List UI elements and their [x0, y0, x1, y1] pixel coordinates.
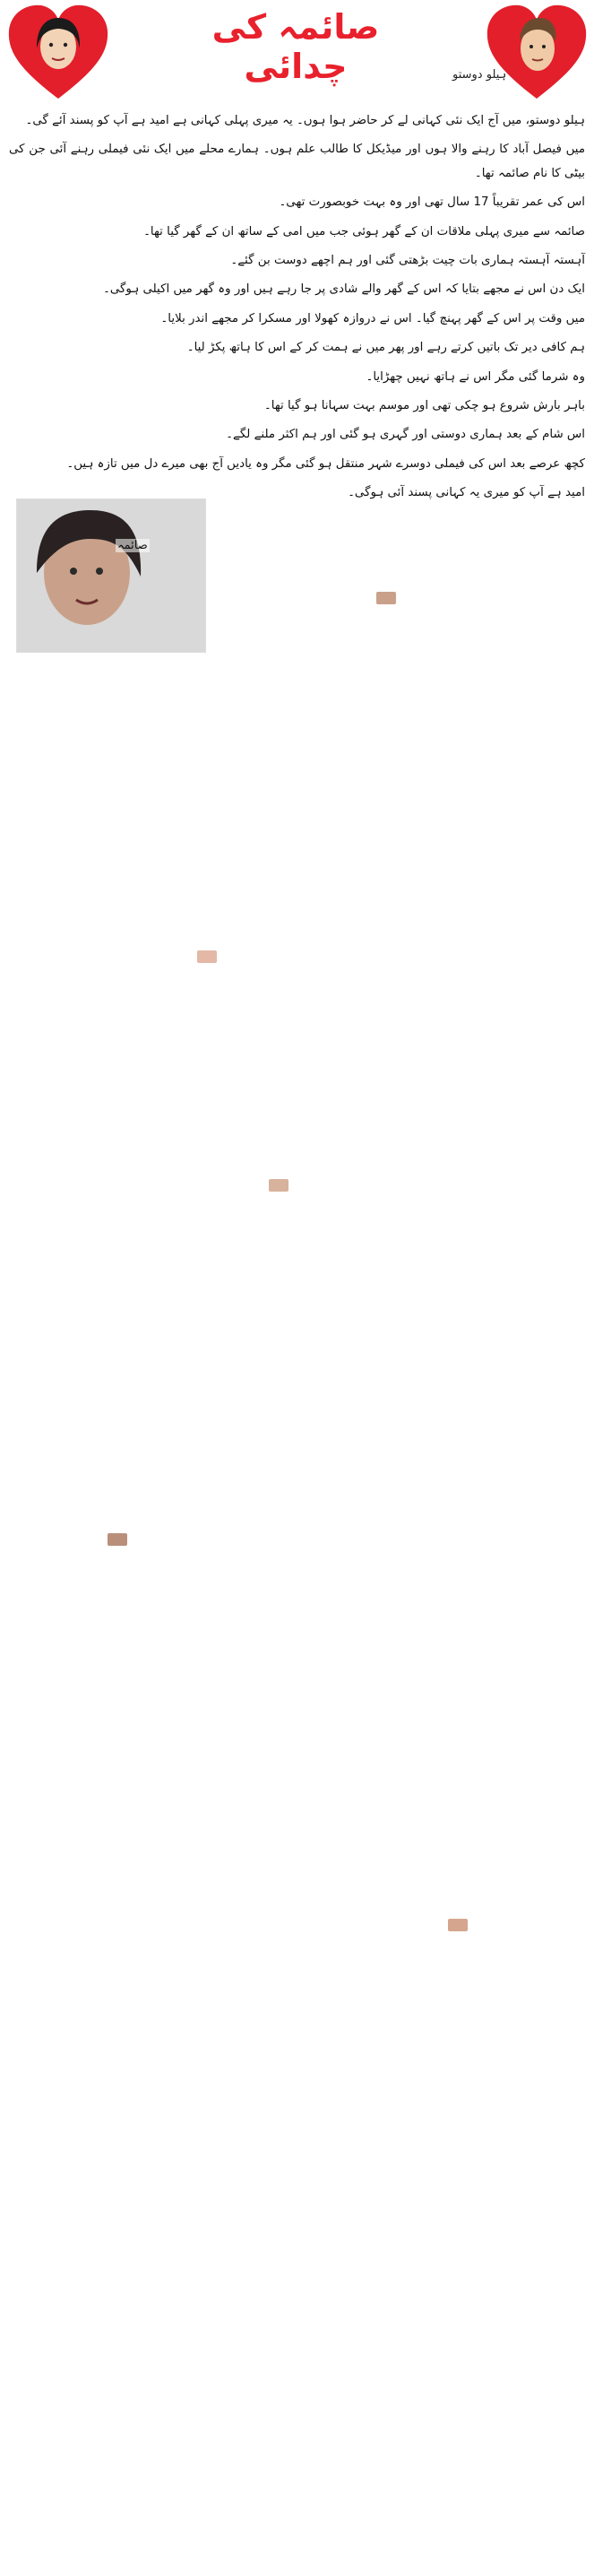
portrait-photo: [17, 499, 205, 652]
story-paragraph-1: ہیلو دوستو، میں آج ایک نئی کہانی لے کر حاضر ہوا ہوں۔ یہ میری پہلی کہانی ہے امید ہے آپ کو پسند آئے گی۔: [25, 114, 585, 127]
inline-thumb-1: [376, 592, 396, 604]
story-paragraph-2: میں فیصل آباد کا رہنے والا ہوں اور میڈیکل کا طالب علم ہوں۔ ہمارے محلے میں ایک نئی فیملی رہنے آئی جن کی بیٹی کا نام صائمہ تھا۔: [9, 143, 585, 180]
story-paragraph-3: اس کی عمر تقریباً 17 سال تھی اور وہ بہت خوبصورت تھی۔: [279, 195, 585, 210]
heart-man-portrait: [484, 2, 590, 102]
story-paragraph-8: ہم کافی دیر تک باتیں کرتے رہے اور پھر میں نے ہمت کر کے اس کا ہاتھ پکڑ لیا۔: [186, 341, 585, 355]
photo-caption: صائمہ: [117, 539, 148, 552]
story-header: [0, 0, 594, 106]
story-paragraph-12: کچھ عرصے بعد اس کی فیملی دوسرے شہر منتقل ہو گئی مگر وہ یادیں آج بھی میرے دل میں تازہ ہیں۔: [66, 456, 585, 471]
inline-thumb-3: [269, 1179, 288, 1192]
story-paragraph-9: وہ شرما گئی مگر اس نے ہاتھ نہیں چھڑایا۔: [366, 369, 585, 384]
story-title: صائمہ کی چدائی: [211, 7, 380, 86]
story-paragraph-5: آہستہ آہستہ ہماری بات چیت بڑھتی گئی اور ہم اچھے دوست بن گئے۔: [230, 254, 585, 268]
story-paragraph-6: ایک دن اس نے مجھے بتایا کہ اس کے گھر والے شادی پر جا رہے ہیں اور وہ گھر میں اکیلی ہوگی۔: [103, 282, 585, 297]
story-body: [9, 109, 585, 511]
author-byline: ہیلو دوستو: [452, 68, 507, 82]
story-paragraph-11: اس شام کے بعد ہماری دوستی اور گہری ہو گئی اور ہم اکثر ملنے لگے۔: [226, 428, 585, 442]
inline-thumb-5: [448, 1919, 468, 1931]
story-paragraph-7: میں وقت پر اس کے گھر پہنچ گیا۔ اس نے دروازہ کھولا اور مسکرا کر مجھے اندر بلایا۔: [160, 311, 585, 325]
story-paragraph-10: باہر بارش شروع ہو چکی تھی اور موسم بہت سہانا ہو گیا تھا۔: [263, 399, 585, 413]
story-paragraph-4: صائمہ سے میری پہلی ملاقات ان کے گھر ہوئی جب میں امی کے ساتھ ان کے گھر گیا تھا۔: [143, 224, 585, 239]
story-paragraph-13: امید ہے آپ کو میری یہ کہانی پسند آئی ہوگی۔: [348, 486, 585, 500]
inline-thumb-2: [197, 950, 217, 963]
inline-photo: [16, 499, 206, 653]
inline-thumb-4: [108, 1533, 127, 1546]
heart-woman-portrait: [5, 2, 111, 102]
